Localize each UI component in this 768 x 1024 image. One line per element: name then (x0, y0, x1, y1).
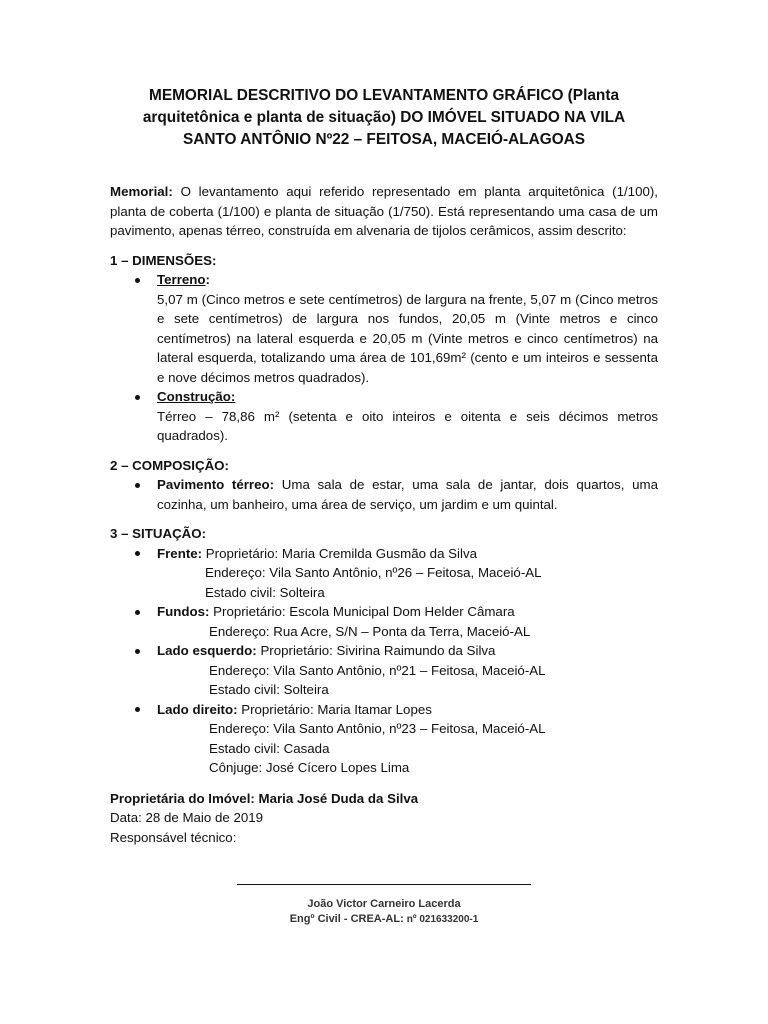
frente-civil: Estado civil: Solteira (205, 584, 325, 600)
lado-direito-address: Endereço: Vila Santo Antônio, nº23 – Feitosa, Maceió-AL (209, 721, 546, 736)
document-footer (110, 789, 658, 848)
document-title: MEMORIAL DESCRITIVO DO LEVANTAMENTO GRÁFICO (Planta arquitetônica e planta de situação) DO IMÓVEL SITUADO NA VILA SANTO ANTÔNIO Nº22 – FEITOSA, MACEIÓ-ALAGOAS (142, 87, 626, 148)
memorial-label: Memorial: (110, 184, 173, 199)
frente-item (110, 544, 658, 603)
situacao-list (110, 544, 658, 778)
responsavel-line: Responsável técnico: (110, 829, 237, 845)
lado-esquerdo-civil: Estado civil: Solteira (209, 682, 329, 697)
frente-label: Frente: (157, 545, 203, 561)
date-line: Data: 28 de Maio de 2019 (110, 810, 264, 825)
construcao-label: Construção: (157, 389, 236, 404)
composicao-heading: 2 – COMPOSIÇÃO: (110, 457, 229, 473)
terreno-item (110, 270, 658, 387)
memorial-paragraph (110, 182, 658, 241)
section-composicao (110, 456, 658, 515)
section-situacao (110, 524, 658, 778)
fundos-owner: Proprietário: Escola Municipal Dom Helder Câmara (213, 604, 515, 619)
signature-role-line (0, 913, 768, 925)
pavimento-label: Pavimento térreo: (157, 477, 275, 492)
terreno-colon: : (205, 272, 210, 287)
construcao-item (110, 387, 658, 446)
dimensoes-list (110, 270, 658, 446)
lado-esquerdo-address: Endereço: Vila Santo Antônio, nº21 – Feitosa, Maceió-AL (209, 662, 546, 678)
fundos-item (110, 602, 658, 641)
lado-direito-label: Lado direito: (157, 701, 238, 717)
memorial-text: O levantamento aqui referido representado em planta arquitetônica (1/100), planta de coberta (1/100) e planta de situação (1/750). Está representando uma casa de um pavimento, apenas térreo, construída em alvenaria de tijolos cerâmicos, assim descrito: (110, 184, 658, 238)
terreno-text: 5,07 m (Cinco metros e sete centímetros) de largura na frente, 5,07 m (Cinco metros e sete centímetros) de largura nos fundos, 20,05 m (Vinte metros e cinco centímetros) na lateral esquerda e 20,05 m (Vinte metros e cinco centímetros) na lateral esquerda, totalizando uma área de 101,69m² (cento e um inteiros e sessenta e nove décimos metros quadrados). (157, 291, 658, 385)
signature-role: Engº Civil - CREA-AL: (289, 913, 404, 925)
lado-direito-civil: Estado civil: Casada (209, 740, 330, 756)
lado-direito-spouse: Cônjuge: José Cícero Lopes Lima (209, 760, 410, 775)
dimensoes-heading: 1 – DIMENSÕES: (110, 252, 217, 268)
frente-owner: Proprietário: Maria Cremilda Gusmão da Silva (205, 545, 477, 561)
proprietaria-line: Proprietária do Imóvel: Maria José Duda da Silva (110, 790, 419, 806)
lado-direito-owner: Proprietário: Maria Itamar Lopes (241, 701, 432, 717)
fundos-label: Fundos: (157, 604, 210, 619)
lado-esquerdo-owner: Proprietário: Sivirina Raimundo da Silva (260, 643, 496, 658)
situacao-heading: 3 – SITUAÇÃO: (110, 526, 207, 541)
composicao-list (110, 475, 658, 514)
pavimento-item (110, 475, 658, 514)
fundos-address: Endereço: Rua Acre, S/N – Ponta da Terra, Maceió-AL (209, 623, 531, 639)
frente-address: Endereço: Vila Santo Antônio, nº26 – Feitosa, Maceió-AL (205, 565, 542, 580)
section-dimensoes (110, 251, 658, 446)
construcao-text: Térreo – 78,86 m² (setenta e oito inteiros e oitenta e seis décimos metros quadrados). (157, 408, 658, 443)
signature-registration: nº 021633200-1 (406, 914, 479, 925)
pavimento-text: Uma sala de estar, uma sala de jantar, dois quartos, uma cozinha, um banheiro, uma área de serviço, um jardim e um quintal. (157, 477, 658, 512)
signature-name: João Victor Carneiro Lacerda (307, 898, 461, 910)
lado-esquerdo-item (110, 641, 658, 700)
terreno-label: Terreno (157, 272, 206, 287)
lado-direito-item (110, 700, 658, 778)
lado-esquerdo-label: Lado esquerdo: (157, 643, 257, 658)
signature-line (237, 884, 531, 885)
